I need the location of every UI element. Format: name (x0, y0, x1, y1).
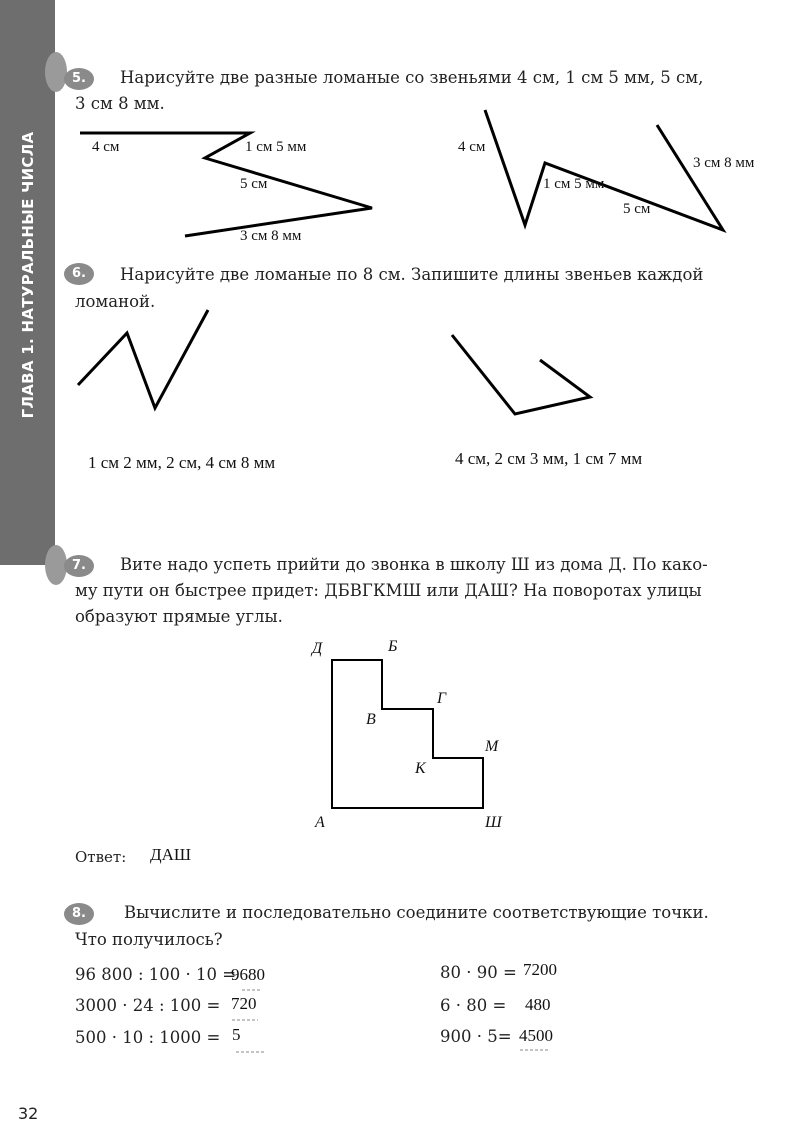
expression: 80 · 90 = (440, 963, 517, 982)
answer-label: Ответ: (75, 848, 127, 866)
handwritten-answer: 9680 (231, 965, 265, 984)
task-number-badge: 8. (64, 903, 94, 925)
handwritten-answer: 5 (232, 1025, 241, 1044)
segment-label: 1 см 5 мм (543, 176, 605, 192)
task-number-badge: 6. (64, 263, 94, 285)
task-number-badge: 7. (64, 555, 94, 577)
task-text: образуют прямые углы. (75, 607, 283, 626)
task-text: му пути он быстрее придет: ДБВГКМШ или ДАШ? На поворотах улицы (75, 581, 702, 600)
task-text: Нарисуйте две разные ломаные со звеньями 4 см, 1 см 5 мм, 5 см, (120, 68, 704, 87)
point-label: Д (312, 640, 323, 657)
handwritten-answer: 720 (231, 994, 257, 1013)
page-number: 32 (18, 1104, 39, 1123)
point-label: Г (437, 690, 447, 707)
segment-label: 3 см 8 мм (693, 155, 755, 171)
task-text: Вите надо успеть прийти до звонка в школу Ш из дома Д. По како- (120, 555, 708, 574)
point-label: Б (388, 638, 398, 655)
task-text: Что получилось? (75, 930, 223, 949)
handwritten-answer: 1 см 2 мм, 2 см, 4 см 8 мм (88, 453, 276, 472)
segment-label: 1 см 5 мм (245, 139, 307, 155)
expression: 500 · 10 : 1000 = (75, 1028, 221, 1047)
task5-polyline-right (485, 110, 723, 230)
task-text: 3 см 8 мм. (75, 94, 165, 113)
expression: 900 · 5= (440, 1027, 512, 1046)
segment-label: 5 см (623, 201, 651, 217)
task-text: ломаной. (75, 292, 156, 311)
point-label: К (415, 760, 426, 777)
chapter-title: ГЛАВА 1. НАТУРАЛЬНЫЕ ЧИСЛА (19, 131, 37, 419)
task6-polyline-left (78, 310, 208, 408)
point-label: А (315, 814, 325, 831)
task5-polyline-left (80, 133, 372, 236)
segment-label: 3 см 8 мм (240, 228, 302, 244)
task-text: Нарисуйте две ломаные по 8 см. Запишите длины звеньев каждой (120, 265, 704, 284)
expression: 6 · 80 = (440, 996, 507, 1015)
handwritten-answer: 480 (525, 995, 551, 1014)
expression: 96 800 : 100 · 10 = (75, 965, 237, 984)
segment-label: 5 см (240, 176, 268, 192)
point-label: М (485, 738, 499, 755)
expression: 3000 · 24 : 100 = (75, 996, 221, 1015)
handwritten-answer: 7200 (523, 960, 557, 979)
point-label: Ш (485, 814, 502, 831)
task7-street-map (332, 660, 483, 808)
task6-polyline-right (452, 335, 590, 414)
segment-label: 4 см (92, 139, 120, 155)
handwritten-answer: 4 см, 2 см 3 мм, 1 см 7 мм (455, 449, 643, 468)
task-number-badge: 5. (64, 68, 94, 90)
task-text: Вычислите и последовательно соедините соответствующие точки. (124, 903, 709, 922)
point-label: В (366, 711, 376, 728)
handwritten-answer: 4500 (519, 1026, 553, 1045)
segment-label: 4 см (458, 139, 486, 155)
handwritten-answer: ДАШ (150, 845, 192, 864)
